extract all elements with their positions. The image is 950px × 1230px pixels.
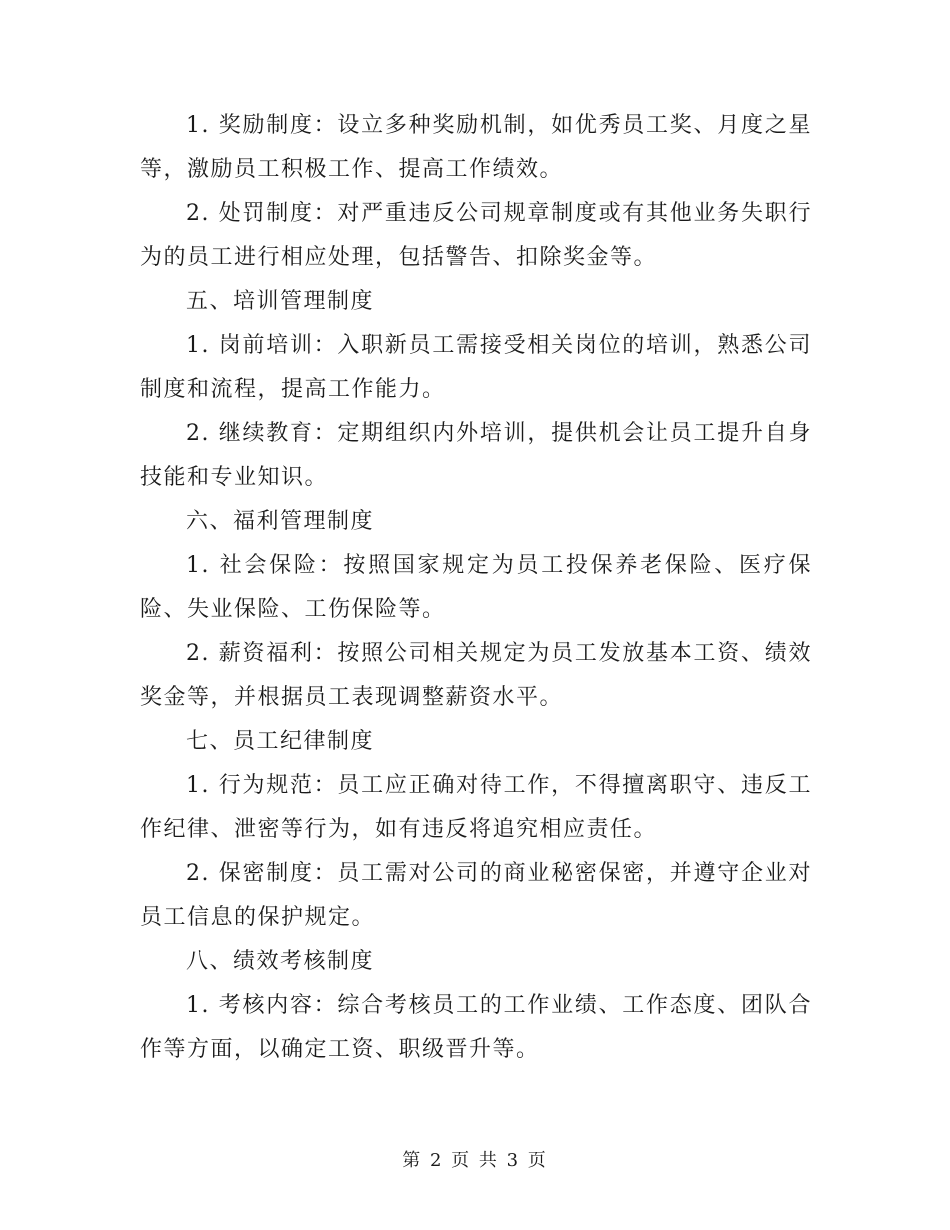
paragraph-social-insurance: 1. 社会保险：按照国家规定为员工投保养老保险、医疗保险、失业保险、工伤保险等。 [140, 553, 812, 622]
paragraph-penalty-system: 2. 处罚制度：对严重违反公司规章制度或有其他业务失职行为的员工进行相应处理，包括警告、扣除奖金等。 [140, 201, 812, 270]
paragraph-salary-benefits: 2. 薪资福利：按照公司相关规定为员工发放基本工资、绩效奖金等，并根据员工表现调整薪资水平。 [140, 641, 812, 710]
paragraph-code-of-conduct: 1. 行为规范：员工应正确对待工作，不得擅离职守、违反工作纪律、泄密等行为，如有违反将追究相应责任。 [140, 773, 812, 842]
document-body [140, 104, 812, 1072]
section-heading-training: 五、培训管理制度 [186, 289, 375, 314]
paragraph-pre-job-training: 1. 岗前培训：入职新员工需接受相关岗位的培训，熟悉公司制度和流程，提高工作能力。 [140, 333, 812, 402]
section-heading-discipline: 七、员工纪律制度 [186, 729, 375, 754]
paragraph-continuing-education: 2. 继续教育：定期组织内外培训，提供机会让员工提升自身技能和专业知识。 [140, 421, 812, 490]
paragraph-reward-system: 1. 奖励制度：设立多种奖励机制，如优秀员工奖、月度之星等，激励员工积极工作、提高工作绩效。 [140, 113, 812, 182]
page-number-footer: 第 2 页 共 3 页 [402, 1150, 548, 1171]
paragraph-confidentiality: 2. 保密制度：员工需对公司的商业秘密保密，并遵守企业对员工信息的保护规定。 [140, 861, 812, 930]
paragraph-assessment-content: 1. 考核内容：综合考核员工的工作业绩、工作态度、团队合作等方面，以确定工资、职级晋升等。 [140, 993, 812, 1062]
section-heading-performance: 八、绩效考核制度 [186, 949, 375, 974]
section-heading-welfare: 六、福利管理制度 [186, 509, 375, 534]
